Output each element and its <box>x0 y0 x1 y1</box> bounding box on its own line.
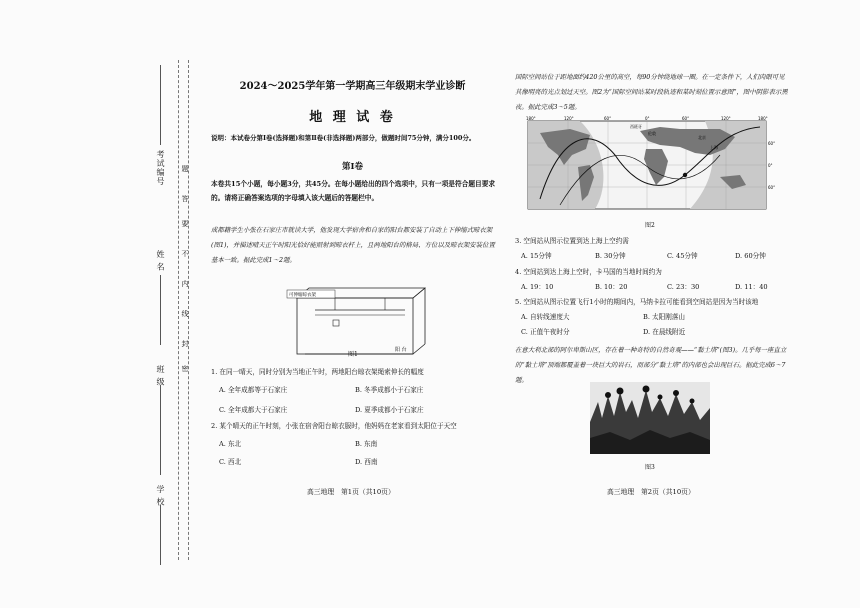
name-label: 姓 名 <box>156 250 165 272</box>
q5-option-c: C. 正值午夜时分 <box>521 328 570 336</box>
q3-option-b: B. 30分钟 <box>595 252 626 260</box>
section-instruction: 本卷共15个小题，每小题3分，共45分。在每小题给出的四个选项中，只有一项是符合题目要求的。请将正确答案选项的字母填入该大题后的答题栏中。 <box>211 180 496 202</box>
q4-option-c: C. 23：30 <box>667 283 700 291</box>
school-line <box>160 505 161 565</box>
place-spain: 西班牙 <box>630 124 642 129</box>
q1-option-a: A. 全年成都等于石家庄 <box>219 386 288 394</box>
place-beijing: 北京 <box>698 135 706 140</box>
lon-label-6: 120° <box>721 116 731 121</box>
lon-label-7: 180° <box>758 116 768 121</box>
exam-note: 说明：本试卷分第Ⅰ卷(选择题)和第Ⅱ卷(非选择题)两部分，做题时间75分钟，满分100分。 <box>211 134 476 142</box>
figure-1-label-bottom: 阳 台 <box>395 347 407 353</box>
school-label: 学 校 <box>156 485 165 507</box>
page-2-footer: 高三地理 第2页（共10页） <box>607 488 695 496</box>
question-2: 2. 某个晴天的正午时刻，小张在宿舍阳台晾衣服时，他妈妈在老家看到太阳位于天空 <box>211 422 457 430</box>
q5-option-a: A. 自转线速度大 <box>521 313 570 321</box>
seal-char-8: 密 <box>181 365 189 373</box>
seal-char-4: 不 <box>181 250 189 258</box>
q4-option-a: A. 19：10 <box>521 283 554 291</box>
passage-2: 国际空间站位于距地面约420公里的高空，每90分钟绕地球一圈。在一定条件下，人们肉眼可见其像明亮的光点划过天空。图2为“国际空间站某时段轨迹和某时刻位置示意图”，图中阴影表示黑夜。据此完成3～5题。 <box>515 73 788 111</box>
seal-dashed-line <box>178 60 179 560</box>
seal-char-1: 题 <box>181 165 189 173</box>
q5-option-b: B. 太阳刚落山 <box>643 313 686 321</box>
figure-2-caption: 图2 <box>645 222 655 229</box>
q4-option-b: B. 10：20 <box>595 283 628 291</box>
q3-option-d: D. 60分钟 <box>735 252 766 260</box>
q2-option-d: D. 西南 <box>355 458 378 466</box>
exam-number-label: 考试编号 <box>156 150 165 186</box>
lon-label-4: 0° <box>645 116 650 121</box>
place-shanghai: 上海 <box>710 145 718 150</box>
passage-1: 成都籍学生小张在石家庄市就读大学，他发现大学宿舍和自家的阳台都安装了自动上下伸缩式晾衣架(图1)，并描述晴天正午时阳光恰好能照射到晾衣杆上，且两地阳台的格局、方位以及晾衣架安装位置基本一致。据此完成1～2题。 <box>211 226 495 264</box>
lat-label-1: 60° <box>768 141 776 146</box>
class-line <box>160 385 161 475</box>
lat-label-2: 0° <box>768 163 773 168</box>
name-line <box>160 275 161 345</box>
q5-option-d: D. 在晨线附近 <box>643 328 686 336</box>
q1-option-c: C. 全年成都大于石家庄 <box>219 406 288 414</box>
balcony-diagram <box>285 280 435 362</box>
q3-option-a: A. 15分钟 <box>521 252 552 260</box>
class-label: 班 级 <box>156 365 165 387</box>
figure-1-label-top: 可伸缩晾衣架 <box>289 293 316 298</box>
lon-label-5: 60° <box>682 116 690 121</box>
figure-1-caption: 图1 <box>348 351 358 358</box>
lon-label-3: 60° <box>604 116 612 121</box>
question-3: 3. 空间站从图示位置到达上海上空约需 <box>515 237 629 245</box>
exam-number-line <box>160 65 161 145</box>
question-1: 1. 在同一晴天，同时分别为当地正午时，两地阳台晾衣架绳索伸长的幅度 <box>211 368 424 376</box>
seal-char-7: 封 <box>181 340 189 348</box>
orbit-map <box>520 115 780 215</box>
subject-title: 地 理 试 卷 <box>309 110 396 125</box>
q3-option-c: C. 45分钟 <box>667 252 698 260</box>
question-4: 4. 空间站到达上海上空时，卡马国的当地时间约为 <box>515 268 662 276</box>
earth-pyramids-photo <box>590 382 710 454</box>
lat-label-3: 60° <box>768 185 776 190</box>
q4-option-d: D. 11：40 <box>735 283 768 291</box>
lon-label-1: 180° <box>526 116 536 121</box>
q2-option-b: B. 东南 <box>355 440 378 448</box>
q1-option-b: B. 冬季成都小于石家庄 <box>355 386 424 394</box>
question-5: 5. 空间站从图示位置飞行1小时的期间内，马纳卡拉可能看到空间站是因为当时该地 <box>515 298 759 306</box>
seal-char-3: 要 <box>181 220 189 228</box>
seal-char-2: 答 <box>181 195 189 203</box>
q1-option-d: D. 夏季成都小于石家庄 <box>355 406 424 414</box>
figure-3-caption: 图3 <box>645 464 655 471</box>
seal-char-5: 内 <box>181 280 189 288</box>
q2-option-a: A. 东北 <box>219 440 242 448</box>
volume-heading: 第Ⅰ卷 <box>342 162 363 172</box>
binding-margin <box>100 40 195 580</box>
passage-3: 在意大利北部的阿尔卑斯山区，存在着一种奇特的自然奇观——“黏土塔”(图3)。几乎每一座直立的“黏土塔”顶端都覆盖着一块巨大的岩石，而部分“黏土塔”的内部也会出现巨石。据此完成6～7题。 <box>515 346 787 384</box>
exam-title: 2024～2025学年第一学期高三年级期末学业诊断 <box>239 81 466 92</box>
figure-3-photo <box>590 382 710 454</box>
place-london: 伦敦 <box>648 131 656 136</box>
figure-2-world-map <box>520 115 780 215</box>
page-1-footer: 高三地理 第1页（共10页） <box>307 488 395 496</box>
lon-label-2: 120° <box>564 116 574 121</box>
q2-option-c: C. 西北 <box>219 458 242 466</box>
figure-1-balcony <box>285 280 435 362</box>
seal-char-6: 线 <box>181 310 189 318</box>
